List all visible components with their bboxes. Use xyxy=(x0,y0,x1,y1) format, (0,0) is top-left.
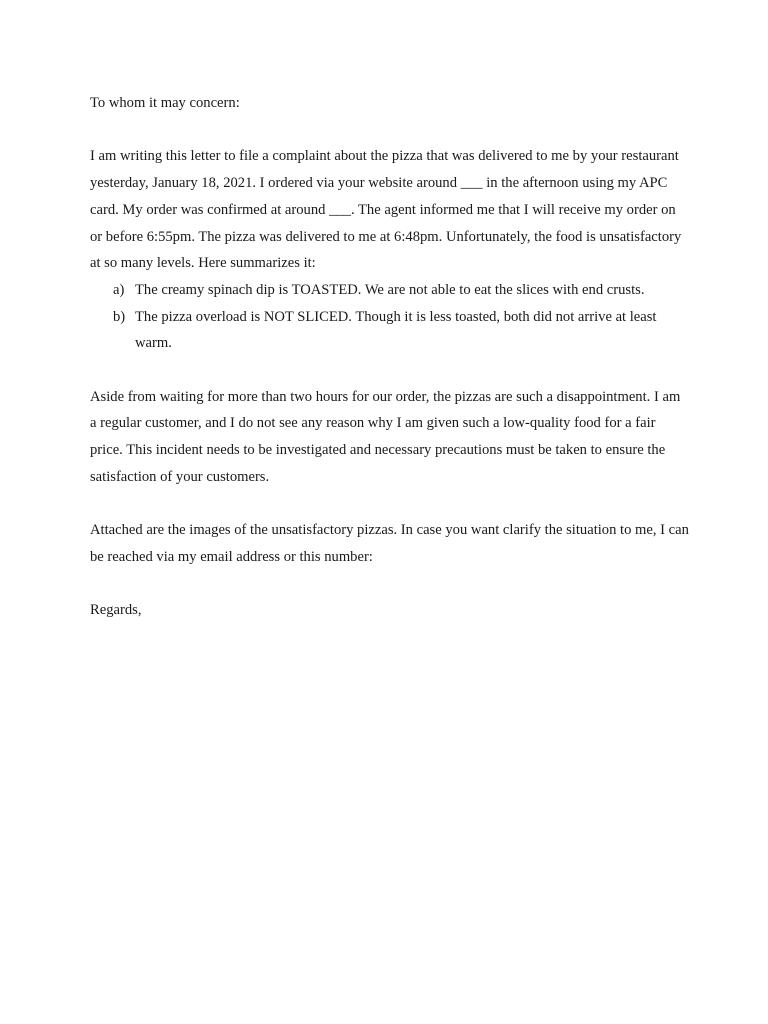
salutation: To whom it may concern: xyxy=(90,95,240,111)
list-item xyxy=(90,304,690,357)
complaint-paragraph: I am writing this letter to file a complaint about the pizza that was delivered to me by your restaurant yesterday, January 18, 2021. I ordered via your website around ___ in the afternoon using my APC card. My order was confirmed at around ___. The agent informed me that I will receive my order on or before 6:55pm. The pizza was delivered to me at 6:48pm. Unfortunately, the food is unsatisfactory at so many levels. Here summarizes it: xyxy=(90,148,682,272)
list-item xyxy=(90,277,690,304)
disappointment-paragraph: Aside from waiting for more than two hours for our order, the pizzas are such a disappointment. I am a regular customer, and I do not see any reason why I am given such a low-quality food for a fair price. This incident needs to be investigated and necessary precautions must be taken to ensure the satisfaction of your customers. xyxy=(90,388,681,485)
list-marker: a) xyxy=(113,281,125,298)
paragraph-gap xyxy=(90,571,690,598)
list-marker: b) xyxy=(113,308,126,325)
paragraph-gap xyxy=(90,117,690,144)
list-item-text: The creamy spinach dip is TOASTED. We are not able to eat the slices with end crusts. xyxy=(135,281,645,298)
contact-paragraph: Attached are the images of the unsatisfactory pizzas. In case you want clarify the situation to me, I can be reached via my email address or this number: xyxy=(90,522,689,565)
complaint-list xyxy=(90,277,690,357)
closing: Regards, xyxy=(90,602,142,619)
list-item-text: The pizza overload is NOT SLICED. Though it is less toasted, both did not arrive at least warm. xyxy=(135,308,657,352)
paragraph-gap xyxy=(90,491,690,518)
letter-body xyxy=(90,90,690,624)
paragraph-gap xyxy=(90,357,690,384)
